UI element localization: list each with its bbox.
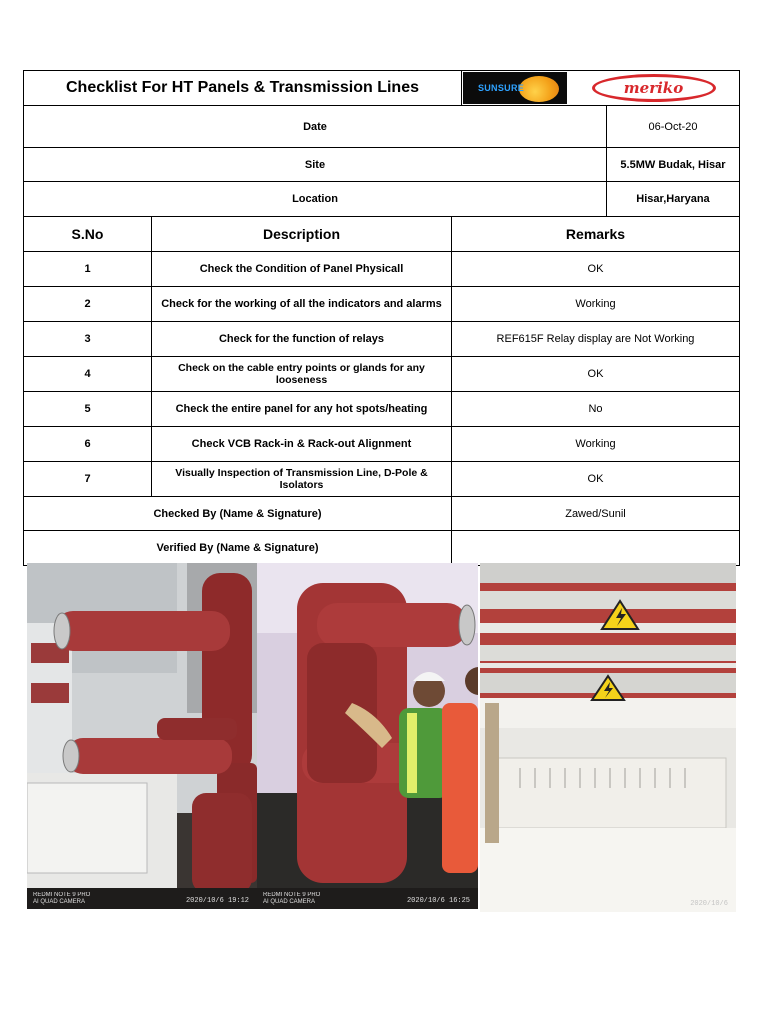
photo-panel-interior [480, 563, 736, 912]
row-remarks: REF615F Relay display are Not Working [496, 333, 695, 345]
table-row [24, 322, 739, 357]
sunsure-logo-text: SUNSURE [477, 83, 525, 93]
meriko-logo [568, 71, 739, 105]
row-description: Check on the cable entry points or glands for any looseness [152, 357, 452, 391]
signature-label: Checked By (Name & Signature) [24, 497, 452, 530]
meta-value: Hisar,Haryana [636, 193, 710, 205]
row-description: Check VCB Rack-in & Rack-out Alignment [152, 427, 452, 461]
row-remarks: OK [587, 473, 604, 485]
table-row [24, 357, 739, 392]
row-sno: 3 [24, 322, 152, 356]
table-row [24, 252, 739, 287]
table-row [24, 392, 739, 427]
row-description: Check for the working of all the indicators and alarms [152, 287, 452, 321]
table-row [24, 287, 739, 322]
title-row [24, 71, 739, 106]
bushing-photo-graphic [27, 563, 257, 909]
row-sno: 6 [24, 427, 152, 461]
column-header-description: Description [152, 217, 452, 251]
signature-value: Zawed/Sunil [565, 507, 626, 520]
meta-row-date [24, 106, 739, 148]
panel-interior-graphic [480, 563, 736, 912]
row-sno: 2 [24, 287, 152, 321]
row-remarks: Working [575, 438, 616, 450]
photo-timestamp: 2020/10/6 19:12 [185, 897, 249, 905]
signature-label: Verified By (Name & Signature) [24, 531, 452, 565]
meta-row-location [24, 182, 739, 217]
photo-ht-panel-bushings [27, 563, 257, 909]
signature-value [452, 531, 739, 565]
row-sno: 5 [24, 392, 152, 426]
sun-icon [519, 76, 559, 102]
row-description: Check the entire panel for any hot spots/heating [152, 392, 452, 426]
row-remarks: OK [587, 263, 604, 275]
row-sno: 7 [24, 462, 152, 496]
meta-label: Date [24, 106, 607, 147]
column-header-sno: S.No [24, 217, 152, 251]
page-title: Checklist For HT Panels & Transmission Lines [24, 71, 462, 105]
row-description: Check for the function of relays [152, 322, 452, 356]
column-header-remarks: Remarks [565, 226, 626, 242]
technician-photo-graphic [257, 563, 478, 909]
meta-label: Site [24, 148, 607, 181]
row-description: Visually Inspection of Transmission Line, D-Pole & Isolators [152, 462, 452, 496]
meta-value: 06-Oct-20 [648, 120, 698, 133]
meriko-logo-text: meriko [592, 74, 716, 102]
camera-watermark: REDMI NOTE 9 PRO AI QUAD CAMERA [33, 892, 91, 905]
checklist-sheet [23, 70, 740, 566]
sunsure-logo [462, 71, 568, 105]
table-row [24, 427, 739, 462]
photo-timestamp: 2020/10/6 16:25 [406, 897, 470, 905]
row-sno: 4 [24, 357, 152, 391]
table-header [24, 217, 739, 252]
row-sno: 1 [24, 252, 152, 286]
row-remarks: OK [587, 368, 604, 380]
row-remarks: Working [575, 298, 616, 310]
photo-timestamp: 2020/10/6 [690, 900, 728, 908]
signature-row-checked [24, 497, 739, 531]
meta-value: 5.5MW Budak, Hisar [620, 158, 726, 171]
photo-technicians [257, 563, 478, 909]
photo-strip [27, 563, 736, 912]
table-row [24, 462, 739, 497]
signature-row-verified [24, 531, 739, 565]
row-description: Check the Condition of Panel Physicall [152, 252, 452, 286]
camera-watermark: REDMI NOTE 9 PRO AI QUAD CAMERA [263, 892, 321, 905]
row-remarks: No [588, 403, 603, 415]
meta-row-site [24, 148, 739, 182]
meta-label: Location [24, 182, 607, 216]
